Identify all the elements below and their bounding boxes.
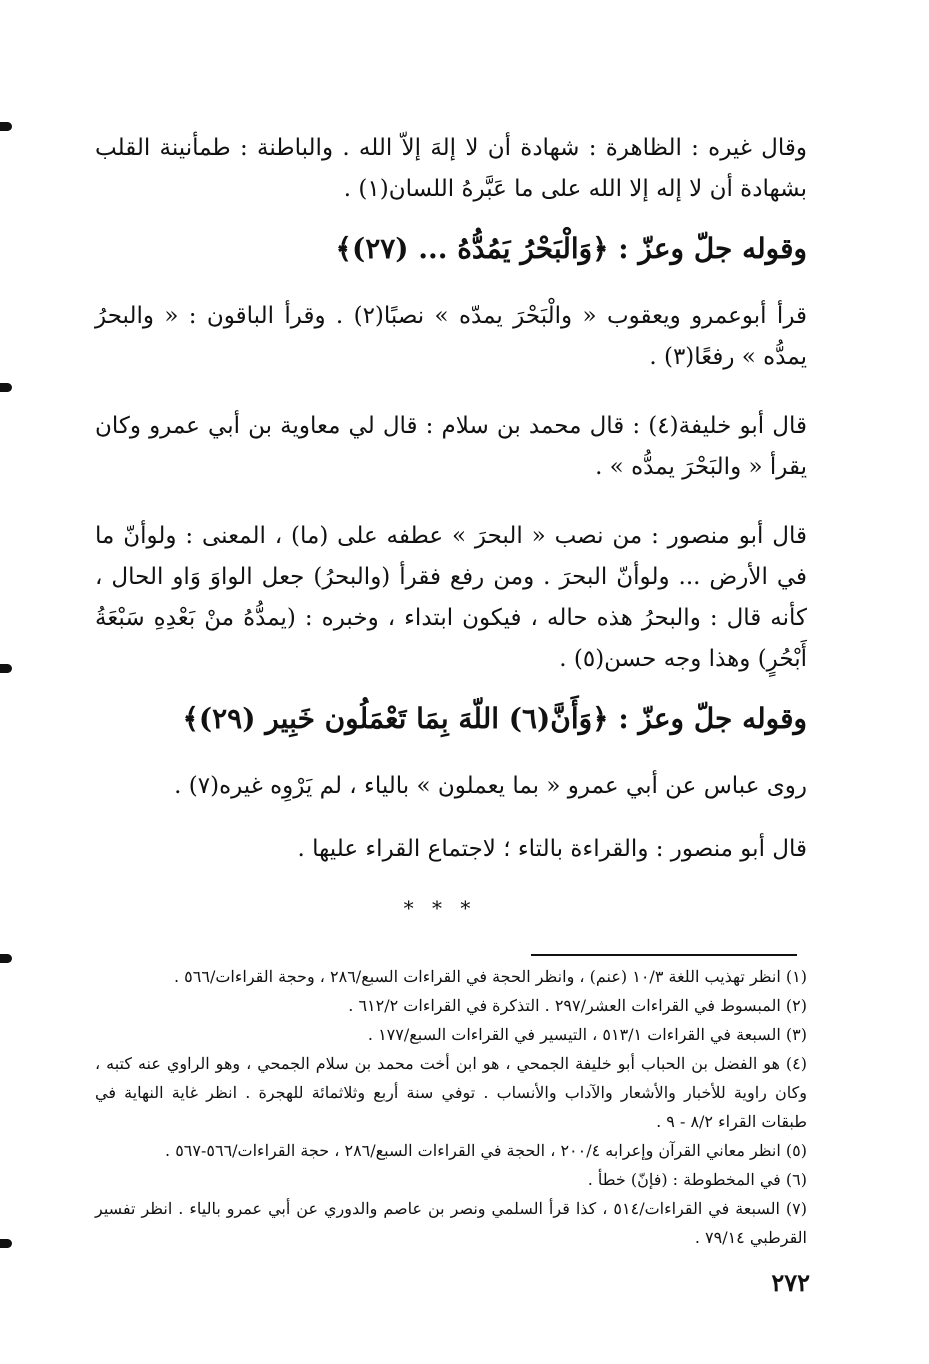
margin-mark xyxy=(0,954,12,963)
margin-mark xyxy=(0,383,12,392)
margin-mark xyxy=(0,122,12,131)
footnotes xyxy=(95,962,807,1252)
paragraph-2: قرأ أبوعمرو ويعقوب « والْبَحْرَ يمدّه » نصبًا(٢) . وقرأ الباقون : « والبحرُ يمدُّه » رفعًا(٣) . xyxy=(95,303,808,370)
footnote-rule xyxy=(531,954,797,956)
footnote: (٣) السبعة في القراءات ٥١٣/١ ، التيسير في القراءات السبع/١٧٧ . xyxy=(367,1025,807,1044)
margin-mark xyxy=(0,664,12,673)
page-number: ٢٧٢ xyxy=(771,1268,810,1297)
paragraph-1: وقال غيره : الظاهرة : شهادة أن لا إلهَ إلاّ الله . والباطنة : طمأنينة القلب بشهادة أن لا إله إلا الله على ما عَبَّرهُ اللسان(١) . xyxy=(95,135,807,202)
footnote: (٤) هو الفضل بن الحباب أبو خليفة الجمحي ، هو ابن أخت محمد بن سلام الجمحي ، وهو الراوي عنه كتبه ، وكان راوية للأخبار والأشعار والآداب والأنساب . توفي سنة أربع وثلاثمائة للهجرة . انظر غاية النهاية في طبقات القراء ٨/٢ - ٩ . xyxy=(95,1054,807,1131)
margin-mark xyxy=(0,1239,12,1248)
paragraph-3: قال أبو خليفة(٤) : قال محمد بن سلام : قال لي معاوية بن أبي عمرو وكان يقرأ « والبَحْرَ يمدُّه » . xyxy=(95,413,807,480)
footnote: (٥) انظر معاني القرآن وإعرابه ٢٠٠/٤ ، الحجة في القراءات السبع/٢٨٦ ، حجة القراءات/٥٦٦-٥٦٧ . xyxy=(165,1141,807,1160)
footnote: (٢) المبسوط في القراءات العشر/٢٩٧ . التذكرة في القراءات ٦١٢/٢ . xyxy=(348,996,807,1015)
verse-29: وقوله جلّ وعزّ : ﴿وَأَنَّ(٦) اللّهَ بِمَا تَعْمَلُون خَبِير (٢٩)﴾ xyxy=(182,702,807,735)
paragraph-6: قال أبو منصور : والقراءة بالتاء ؛ لاجتماع القراء عليها . xyxy=(297,836,807,862)
footnote: (٧) السبعة في القراءات/٥١٤ ، كذا قرأ السلمي ونصر بن عاصم والدوري عن أبي عمرو بالياء . انظر تفسير القرطبي ٧٩/١٤ . xyxy=(95,1199,808,1247)
footnote: (٦) في المخطوطة : (فإنّ) خطأ . xyxy=(587,1170,807,1189)
main-text xyxy=(95,128,807,870)
footnote: (١) انظر تهذيب اللغة ١٠/٣ (عنم) ، وانظر الحجة في القراءات السبع/٢٨٦ ، وحجة القراءات/٥٦٦ . xyxy=(174,967,807,986)
section-separator: * * * xyxy=(403,896,477,920)
paragraph-5: روى عباس عن أبي عمرو « بما يعملون » بالياء ، لم يَرْوِه غيره(٧) . xyxy=(174,773,807,799)
verse-27: وقوله جلّ وعزّ : ﴿وَالْبَحْرُ يَمُدُّهُ ... (٢٧)﴾ xyxy=(335,232,807,265)
paragraph-4: قال أبو منصور : من نصب « البحرَ » عطفه على (ما) ، المعنى : ولوأنّ ما في الأرض ... ولوأنّ البحرَ . ومن رفع فقرأ (والبحرُ) جعل الواوَ وَاو الحال ، كأنه قال : والبحرُ هذه حاله ، فيكون ابتداء ، وخبره : (يمدُّهُ منْ بَعْدِهِ سَبْعَةُ أَبْحُرٍ) وهذا وجه حسن(٥) . xyxy=(95,523,807,672)
